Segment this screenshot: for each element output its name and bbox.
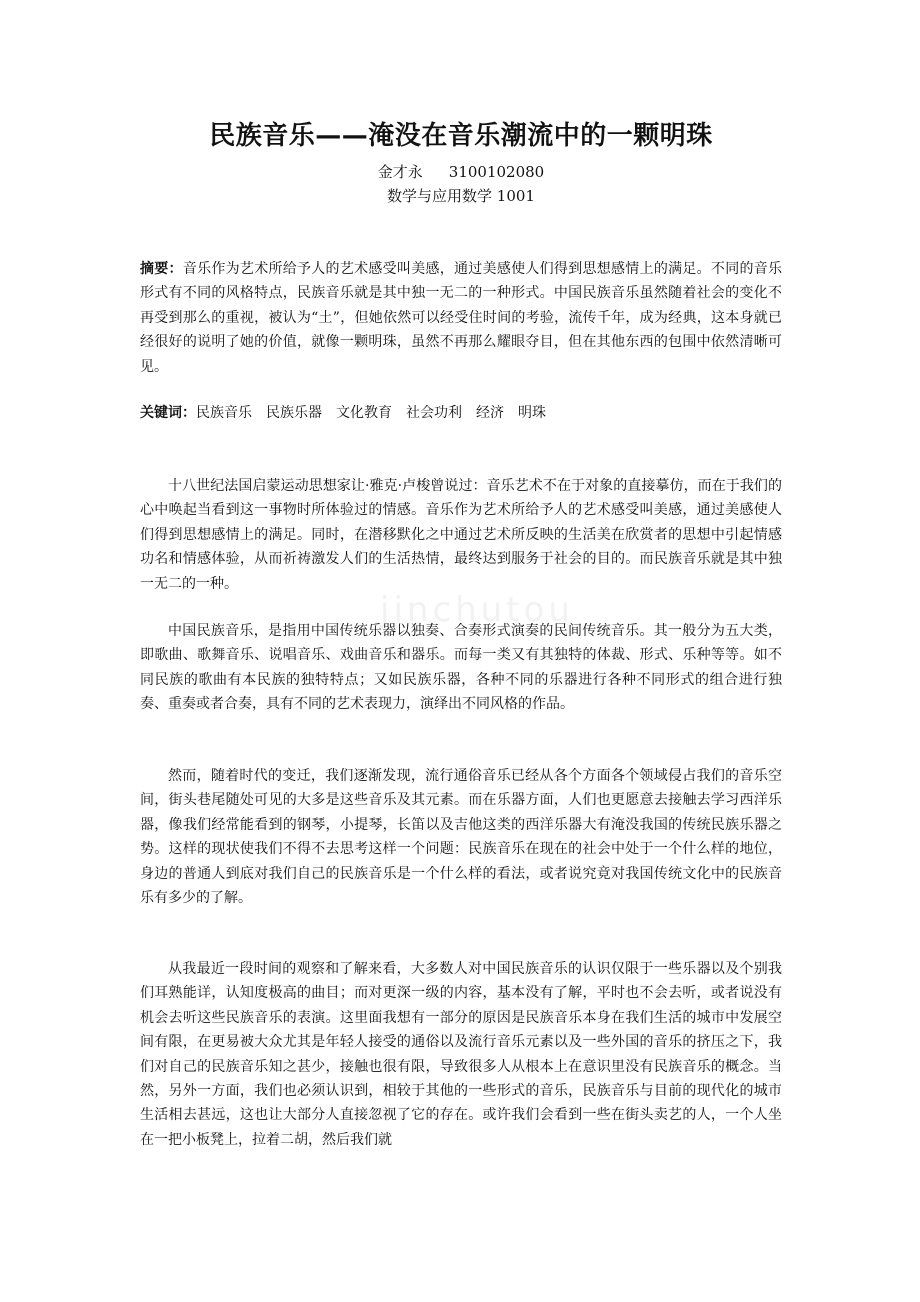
author-line [140, 161, 782, 183]
abstract [140, 257, 782, 379]
keyword: 经济 [476, 405, 504, 421]
watermark: jinchutou [380, 590, 574, 630]
body-paragraph: 从我最近一段时间的观察和了解来看，大多数人对中国民族音乐的认识仅限于一些乐器以及个别我们耳熟能详，认知度极高的曲目；而对更深一级的内容，基本没有了解，平时也不会去听，或者说没有机会去听这些民族音乐的表演。这里面我想有一部分的原因是民族音乐本身在我们生活的城市中发展空间有限，在更易被大众尤其是年轻人接受的通俗以及流行音乐元素以及一些外国的音乐的挤压之下，我们对自己的民族音乐知之甚少，接触也很有限，导致很多人从根本上在意识里没有民族音乐的概念。当然，另外一方面，我们也必须认识到，相较于其他的一些形式的音乐，民族音乐与目前的现代化的城市生活相去甚远，这也让大部分人直接忽视了它的存在。或许我们会看到一些在街头卖艺的人，一个人坐在一把小板凳上，拉着二胡，然后我们就 [140, 961, 782, 1148]
keyword: 社会功利 [406, 405, 462, 421]
keyword: 民族音乐 [196, 405, 252, 421]
abstract-label: 摘要： [140, 261, 183, 277]
student-id: 3100102080 [448, 163, 545, 181]
keyword: 民族乐器 [266, 405, 322, 421]
body-paragraph: 然而，随着时代的变迁，我们逐渐发现，流行通俗音乐已经从各个方面各个领域侵占我们的音乐空间，街头巷尾随处可见的大多是这些音乐及其元素。而在乐器方面，人们也更愿意去接触去学习西洋乐器，像我们经常能看到的钢琴，小提琴，长笛以及吉他这类的西洋乐器大有淹没我国的传统民族乐器之势。这样的现状使我们不得不去思考这样一个问题：民族音乐在现在的社会中处于一个什么样的地位，身边的普通人到底对我们自己的民族音乐是一个什么样的看法，或者说究竟对我国传统文化中的民族音乐有多少的了解。 [140, 768, 782, 907]
abstract-text: 音乐作为艺术所给予人的艺术感受叫美感，通过美感使人们得到思想感情上的满足。不同的音乐形式有不同的风格特点，民族音乐就是其中独一无二的一种形式。中国民族音乐虽然随着社会的变化不再受到那么的重视，被认为“土”，但她依然可以经受住时间的考验，流传千年，成为经典，这本身就已经很好的说明了她的价值，就像一颗明珠，虽然不再那么耀眼夺目，但在其他东西的包围中依然清晰可见。 [140, 261, 783, 375]
keywords-label: 关键词： [140, 405, 196, 421]
keyword: 文化教育 [336, 405, 392, 421]
body-paragraph: 中国民族音乐，是指用中国传统乐器以独奏、合奏形式演奏的民间传统音乐。其一般分为五大类，即歌曲、歌舞音乐、说唱音乐、戏曲音乐和器乐。而每一类又有其独特的体裁、形式、乐种等等。如不同民族的歌曲有本民族的独特特点；又如民族乐器，各种不同的乐器进行各种不同形式的组合进行独奏、重奏或者合奏，具有不同的艺术表现力，演绎出不同风格的作品。 [140, 623, 782, 713]
document-title: 民族音乐——淹没在音乐潮流中的一颗明珠 [209, 121, 713, 151]
body-paragraph: 十八世纪法国启蒙运动思想家让·雅克·卢梭曾说过：音乐艺术不在于对象的直接摹仿，而在于我们的心中唤起当看到这一事物时所体验过的情感。音乐作为艺术所给予人的艺术感受叫美感，通过美感使人们得到思想感情上的满足。同时，在潜移默化之中通过艺术所反映的生活美在欣赏者的思想中引起情感功名和情感体验，从而祈祷激发人们的生活热情，最终达到服务于社会的目的。而民族音乐就是其中独一无二的一种。 [140, 478, 782, 592]
keyword: 明珠 [518, 405, 546, 421]
class-name: 数学与应用数学 1001 [387, 187, 535, 205]
keywords [140, 401, 782, 425]
author-name: 金才永 [377, 163, 423, 181]
